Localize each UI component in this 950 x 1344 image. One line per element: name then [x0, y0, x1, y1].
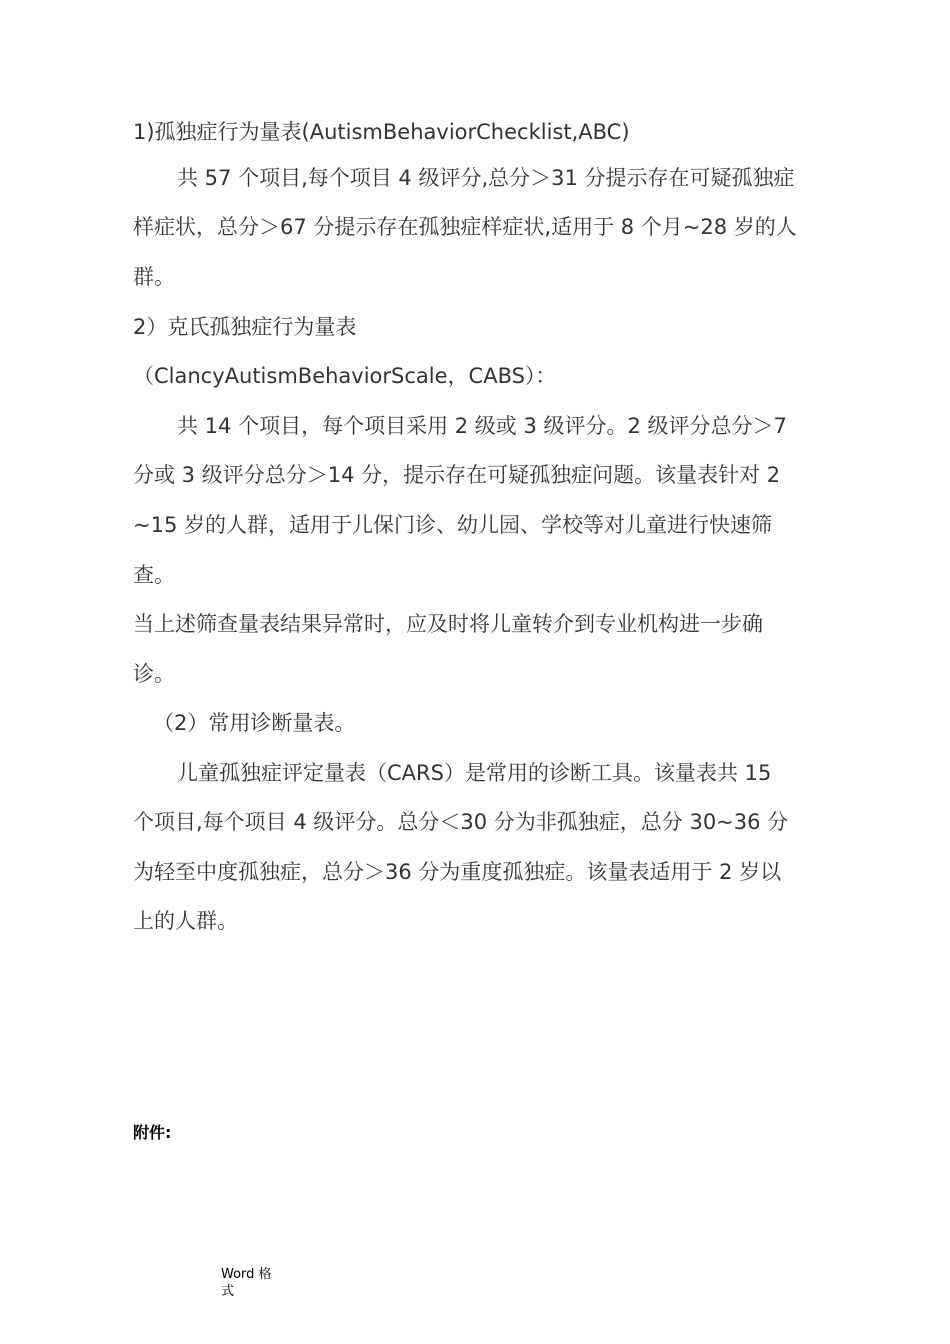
- heading-cabs-scale: 2）克氏孤独症行为量表: [133, 315, 357, 339]
- paragraph-line: 为轻至中度孤独症，总分＞36 分为重度孤独症。该量表适用于 2 岁以: [133, 860, 782, 884]
- heading-diagnostic-scales: （2）常用诊断量表。: [153, 711, 356, 735]
- paragraph-line: 共 14 个项目，每个项目采用 2 级或 3 级评分。2 级评分总分＞7: [177, 414, 787, 438]
- paragraph-line: 儿童孤独症评定量表（CARS）是常用的诊断工具。该量表共 15: [177, 761, 772, 785]
- heading-abc-scale: 1)孤独症行为量表(AutismBehaviorChecklist,ABC): [133, 120, 630, 144]
- paragraph-line: 群。: [133, 265, 175, 289]
- paragraph-line: 个项目,每个项目 4 级评分。总分＜30 分为非孤独症，总分 30~36 分: [133, 810, 789, 834]
- paragraph-line: 上的人群。: [133, 909, 238, 933]
- paragraph-line: ~15 岁的人群，适用于儿保门诊、幼儿园、学校等对儿童进行快速筛: [133, 513, 772, 537]
- paragraph-line: 共 57 个项目,每个项目 4 级评分,总分＞31 分提示存在可疑孤独症: [177, 166, 795, 190]
- paragraph-line: 分或 3 级评分总分＞14 分，提示存在可疑孤独症问题。该量表针对 2: [133, 463, 781, 487]
- heading-cabs-scale-name: （ClancyAutismBehaviorScale，CABS）：: [133, 364, 557, 388]
- paragraph-line: 当上述筛查量表结果异常时，应及时将儿童转介到专业机构进一步确: [133, 612, 763, 636]
- paragraph-line: 查。: [133, 563, 175, 587]
- attachment-label: 附件:: [133, 1123, 172, 1142]
- paragraph-line: 样症状，总分＞67 分提示存在孤独症样症状,适用于 8 个月~28 岁的人: [133, 215, 797, 239]
- footer-word-format: Word 格式: [221, 1267, 272, 1299]
- paragraph-line: 诊。: [133, 662, 175, 686]
